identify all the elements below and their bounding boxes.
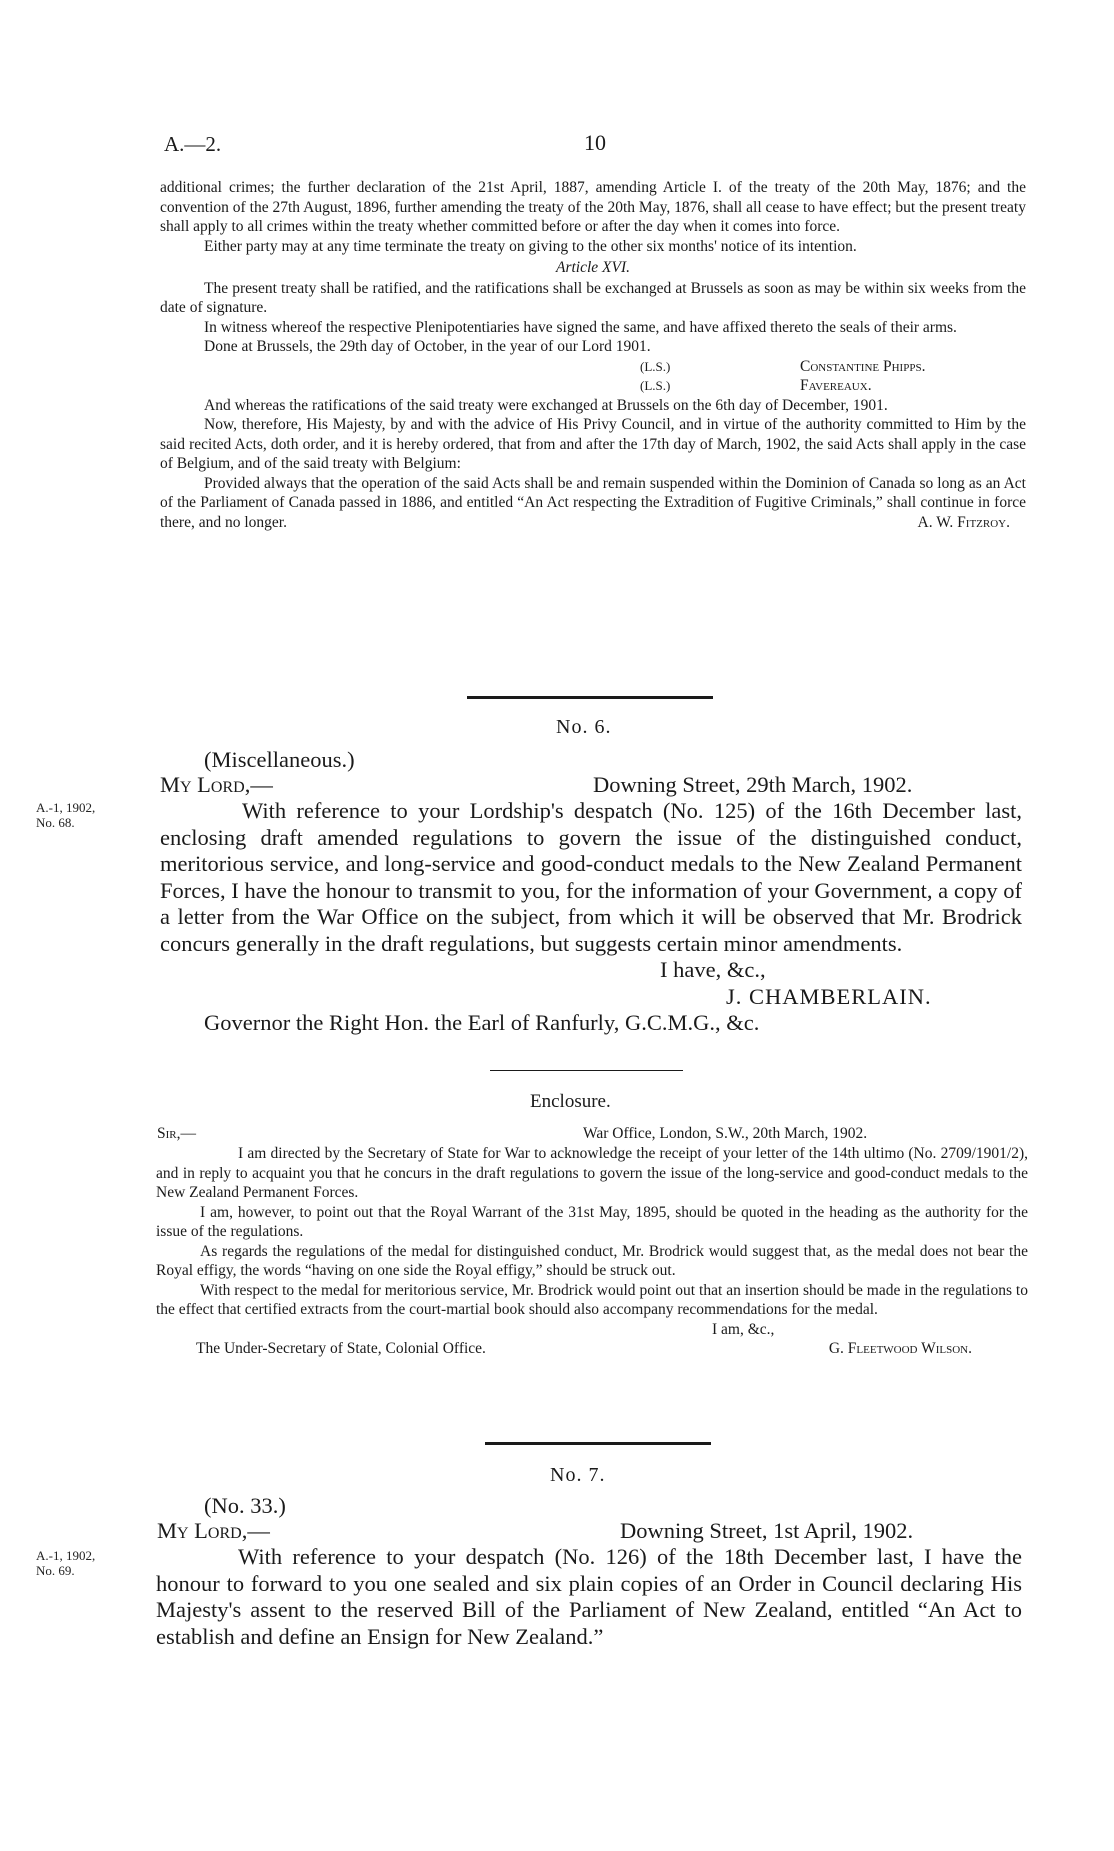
no7-place-date: Downing Street, 1st April, 1902. (620, 1518, 914, 1543)
paragraph: I am directed by the Secretary of State for War to acknowledge the receipt of your letter of the 14th ultimo (No. 2709/1901/2), and in reply to acquaint you that he concurs in the draft regulations to govern the issue of the long-service and good-conduct medals to the New Zealand Permanent Forces. (156, 1145, 1028, 1201)
seal-mark: (L.S.) (640, 358, 671, 374)
no7-salutation: My Lord,— (157, 1518, 270, 1543)
no6-addressee: Governor the Right Hon. the Earl of Ranfurly, G.C.M.G., &c. (204, 1010, 760, 1035)
no6-heading: No. 6. (556, 716, 612, 738)
enclosure-signer: G. Fleetwood Wilson. (828, 1340, 972, 1357)
enclosure-heading: Enclosure. (530, 1091, 611, 1112)
paragraph: With respect to the medal for meritorious service, Mr. Brodrick would point out that an insertion should be made in the regulations to the effect that certified extracts from the court-martial book should also accompany recommendations for the medal. (156, 1281, 1028, 1318)
no6-closing: I have, &c., (660, 957, 766, 982)
paragraph: And whereas the ratifications of the said treaty were exchanged at Brussels on the 6th day of December, 1901. (204, 396, 888, 414)
paragraph: additional crimes; the further declaration of the 21st April, 1887, amending Article I. of the treaty of the 20th May, 1876; and the convention of the 27th August, 1896, further amending the treaty of the 20th May, 1876, shall all cease to have effect; but the present treaty shall apply to all crimes within the treaty whether committed before or after the day when it comes into force. (160, 179, 1026, 235)
paragraph: Provided always that the operation of the said Acts shall be and remain suspended within the Dominion of Canada so long as an Act of the Parliament of Canada passed in 1886, and entitled “An Act respecting the Extradition of Fugitive Criminals,” shall continue in force there, and no longer. (160, 474, 1026, 531)
enclosure-salutation: Sir,— (157, 1125, 196, 1142)
enclosure-divider (490, 1070, 683, 1071)
enclosure-sign-line (156, 1339, 1028, 1359)
paragraph: I am, however, to point out that the Royal Warrant of the 31st May, 1895, should be quoted in the heading as the authority for the issue of the regulations. (156, 1203, 1028, 1240)
plenipotentiary-signature: Constantine Phipps. (800, 357, 926, 375)
despatch-body: With reference to your despatch (No. 126) of the 18th December last, I have the honour to forward to you one sealed and six plain copies of an Order in Council declaring His Majesty's assent to the reserved Bill of the Parliament of New Zealand, entitled “An Act to establish and define an Ensign for New Zealand.” (156, 1544, 1022, 1649)
enclosure-body (156, 1144, 1028, 1359)
no7-number: (No. 33.) (204, 1493, 286, 1518)
despatch-body: With reference to your Lordship's despatch (No. 125) of the 16th December last, enclosing draft amended regulations to govern the issue of the distinguished conduct, meritorious service, and long-service and good-conduct medals to the New Zealand Permanent Forces, I have the honour to transmit to you, for the information of your Government, a copy of a letter from the War Office on the subject, from which it will be observed that Mr. Brodrick concurs generally in the draft regulations, but suggests certain minor amendments. (160, 798, 1022, 956)
page-number: 10 (584, 130, 606, 155)
seal-mark: (L.S.) (640, 377, 671, 393)
seal-signatures (160, 357, 1026, 396)
no7-heading: No. 7. (550, 1464, 606, 1486)
section-divider (485, 1442, 711, 1445)
plenipotentiary-signature: Favereaux. (800, 376, 872, 394)
no6-body (160, 798, 1022, 1037)
section-divider (467, 696, 713, 699)
header-ref: A.—2. (164, 132, 222, 156)
enclosure-closing: I am, &c., (712, 1320, 775, 1338)
paragraph: Done at Brussels, the 29th day of October, in the year of our Lord 1901. (204, 338, 651, 355)
no7-margin-note: A.-1, 1902, No. 69. (36, 1548, 96, 1578)
no6-misc: (Miscellaneous.) (204, 747, 355, 772)
no6-place-date: Downing Street, 29th March, 1902. (593, 772, 913, 797)
paragraph: The present treaty shall be ratified, and the ratifications shall be exchanged at Brussels as soon as may be within six weeks from the date of signature. (160, 279, 1026, 316)
no6-salutation: My Lord,— (160, 772, 273, 797)
paragraph: As regards the regulations of the medal for distinguished conduct, Mr. Brodrick would suggest that, as the medal does not bear the Royal effigy, the words “having on one side the Royal effigy,” should be struck out. (156, 1242, 1028, 1279)
enclosure-place-date: War Office, London, S.W., 20th March, 1902. (583, 1125, 868, 1142)
article-heading: Article XVI. (555, 259, 631, 276)
no6-margin-note: A.-1, 1902, No. 68. (36, 800, 96, 830)
treaty-text-section (160, 178, 1026, 533)
no6-signer: J. CHAMBERLAIN. (726, 983, 932, 1009)
paragraph: In witness whereof the respective Plenipotentiaries have signed the same, and have affixed thereto the seals of their arms. (204, 318, 957, 336)
enclosure-addressee: The Under-Secretary of State, Colonial Office. (196, 1340, 486, 1357)
no7-body (156, 1544, 1022, 1650)
paragraph: Now, therefore, His Majesty, by and with the advice of His Privy Council, and in virtue of the authority committed to Him by the said recited Acts, doth order, and it is hereby ordered, that from and after the 17th day of March, 1902, the said Acts shall apply in the case of Belgium, and of the said treaty with Belgium: (160, 416, 1026, 472)
paragraph: Either party may at any time terminate the treaty on giving to the other six months' notice of its intention. (204, 237, 857, 255)
signature-fitzroy: A. W. Fitzroy. (917, 514, 1010, 531)
